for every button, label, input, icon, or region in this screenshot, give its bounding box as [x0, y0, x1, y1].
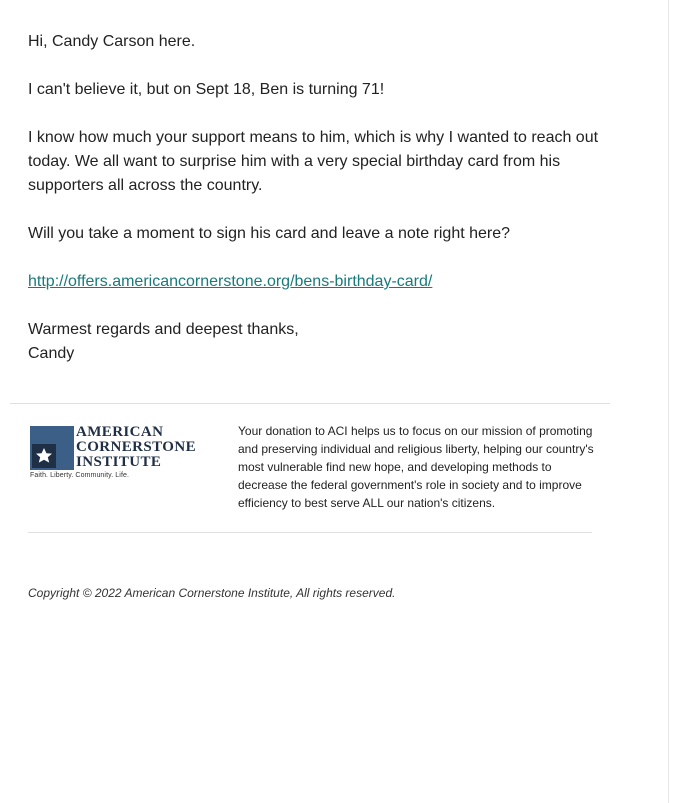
- footer-divider-top: [10, 403, 610, 404]
- greeting: Hi, Candy Carson here.: [28, 33, 196, 50]
- email-body: [28, 30, 608, 366]
- logo-line-1: AMERICAN: [76, 424, 164, 440]
- logo-line-2: CORNERSTONE: [76, 439, 196, 455]
- birthday-card-link[interactable]: http://offers.americancornerstone.org/bens-birthday-card/: [28, 273, 433, 290]
- star-square-icon: [30, 426, 74, 470]
- request-paragraph: Will you take a moment to sign his card and leave a note right here?: [28, 225, 511, 242]
- mission-statement: Your donation to ACI helps us to focus on our mission of promoting and preserving individual and religious liberty, helping our country's most vulnerable find new hope, and developing methods to decrease the federal government's role in society and to improve efficiency to best serve ALL our nation's citizens.: [238, 424, 594, 510]
- closing-block: [28, 318, 608, 366]
- logo-wordmark: [76, 425, 196, 470]
- right-edge-rule: [668, 0, 669, 803]
- footer: [28, 422, 592, 518]
- support-paragraph: I know how much your support means to him, which is why I wanted to reach out today. We all want to surprise him with a very special birthday card from his supporters all across the country.: [28, 129, 599, 194]
- logo-line-3: INSTITUTE: [76, 454, 162, 470]
- footer-divider-bottom: [28, 532, 592, 533]
- birthday-announcement: I can't believe it, but on Sept 18, Ben is turning 71!: [28, 81, 385, 98]
- copyright-notice: Copyright © 2022 American Cornerstone Institute, All rights reserved.: [28, 586, 396, 600]
- link-paragraph: [28, 270, 608, 294]
- aci-logo[interactable]: [30, 424, 200, 484]
- logo-tagline: Faith. Liberty. Community. Life.: [30, 472, 130, 479]
- signature: Candy: [28, 345, 75, 362]
- closing-line: Warmest regards and deepest thanks,: [28, 321, 299, 338]
